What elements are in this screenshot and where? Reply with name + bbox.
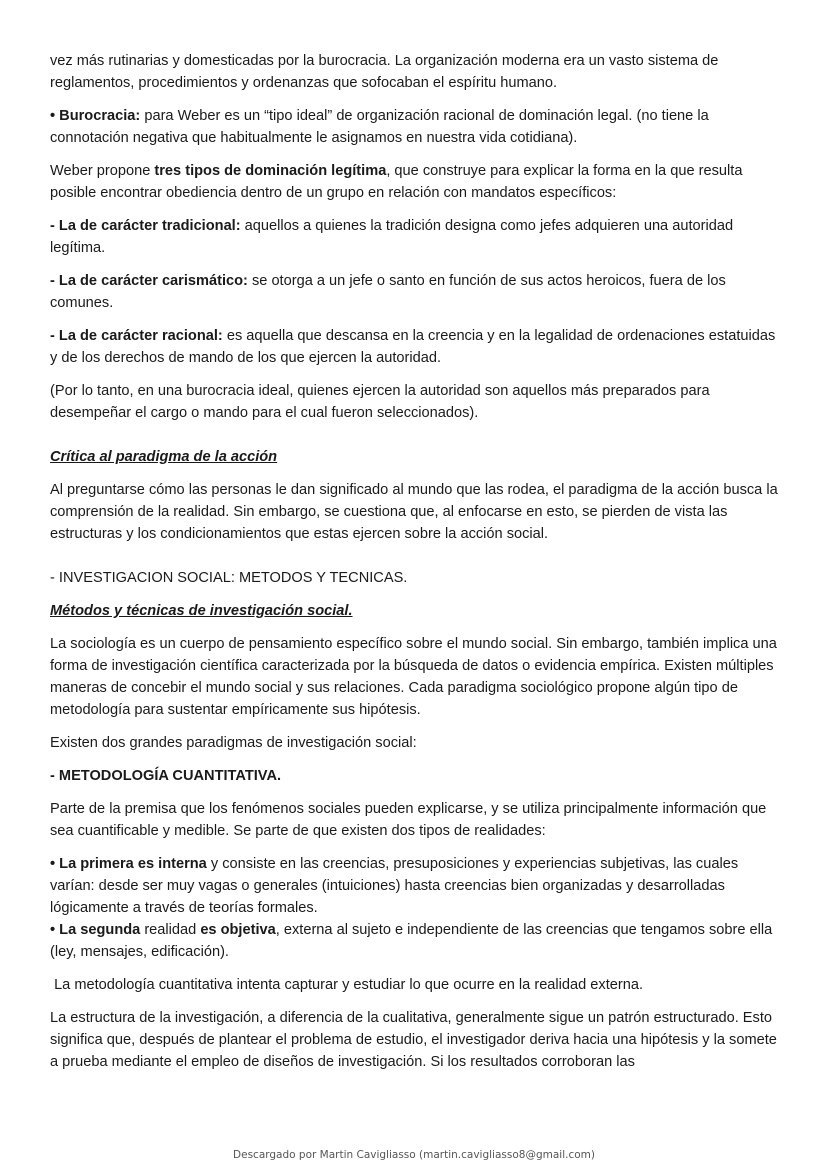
bullet: •	[50, 108, 60, 124]
term-racional: - La de carácter racional:	[50, 328, 223, 344]
bullet-objetiva: • La segunda realidad es objetiva, externa al sujeto e independiente de las creencias que tengamos sobre ella (ley, mensajes, edificación).	[50, 922, 773, 960]
heading-cuantitativa: - METODOLOGÍA CUANTITATIVA.	[50, 768, 282, 784]
paragraph-parentesis: (Por lo tanto, en una burocracia ideal, quienes ejercen la autoridad son aquellos más preparados para desempeñar el cargo o mando para el cual fueron seleccionados).	[50, 383, 710, 421]
term-tradicional: - La de carácter tradicional:	[50, 218, 241, 234]
bullet-interna: • La primera es interna y consiste en las creencias, presuposiciones y experiencias subjetivas, las cuales varían: desde ser muy vagas o generales (intuiciones) hasta creencias bien organizadas y desarrolladas lógicamente a través de teorías formales.	[50, 856, 739, 916]
term-tres-tipos: tres tipos de dominación legítima	[154, 163, 387, 179]
term-burocracia: Burocracia:	[59, 108, 141, 124]
paragraph-tradicional: - La de carácter tradicional: aquellos a quienes la tradición designa como jefes adquieren una autoridad legítima.	[50, 218, 734, 256]
paragraph-premisa: Parte de la premisa que los fenómenos sociales pueden explicarse, y se utiliza principalmente información que sea cuantificable y medible. Se parte de que existen dos tipos de realidades:	[50, 801, 767, 839]
paragraph-critica: Al preguntarse cómo las personas le dan significado al mundo que las rodea, el paradigma de la acción busca la comprensión de la realidad. Sin embargo, se cuestiona que, al enfocarse en esto, se pierden de vista las estructuras y los condicionamientos que estas ejercen sobre la acción social.	[50, 482, 778, 542]
term-segunda: La segunda	[59, 922, 141, 938]
section-title-investigacion: - INVESTIGACION SOCIAL: METODOS Y TECNICAS.	[50, 570, 408, 586]
paragraph-racional: - La de carácter racional: es aquella que descansa en la creencia y en la legalidad de ordenaciones estatuidas y de los derechos de mando de los que ejercen la autoridad.	[50, 328, 776, 366]
heading-critica: Crítica al paradigma de la acción	[50, 449, 278, 465]
term-carismatico: - La de carácter carismático:	[50, 273, 248, 289]
heading-metodos: Métodos y técnicas de investigación social.	[50, 603, 353, 619]
paragraph-estructura: La estructura de la investigación, a diferencia de la cualitativa, generalmente sigue un patrón estructurado. Esto significa que, después de plantear el problema de estudio, el investigador deriva hacia una hipótesis y la somete a prueba mediante el empleo de diseños de investigación. Si los resultados corroboran las	[50, 1010, 777, 1070]
paragraph-dos-paradigmas: Existen dos grandes paradigmas de investigación social:	[50, 735, 417, 751]
paragraph-carismatico: - La de carácter carismático: se otorga a un jefe o santo en función de sus actos heroicos, fuera de los comunes.	[50, 273, 726, 311]
term-interna: La primera es interna	[59, 856, 207, 872]
paragraph-weber: Weber propone tres tipos de dominación legítima, que construye para explicar la forma en la que resulta posible encontrar obediencia dentro de un grupo en relación con mandatos específicos:	[50, 163, 743, 201]
paragraph-intenta: La metodología cuantitativa intenta capturar y estudiar lo que ocurre en la realidad externa.	[50, 977, 644, 993]
document-page	[50, 50, 780, 1084]
term-objetiva: es objetiva	[200, 922, 276, 938]
paragraph-burocracia	[50, 105, 780, 149]
burocracia-text: para Weber es un “tipo ideal” de organización racional de dominación legal. (no tiene la connotación negativa que habitualmente le asignamos en nuestra vida cotidiana).	[50, 108, 709, 146]
paragraph-metodos: La sociología es un cuerpo de pensamiento específico sobre el mundo social. Sin embargo, también implica una forma de investigación científica caracterizada por la búsqueda de datos o evidencia empírica. Existen múltiples maneras de concebir el mundo social y sus relaciones. Cada paradigma sociológico propone algún tipo de metodología para sustentar empíricamente sus hipótesis.	[50, 636, 777, 718]
download-footer: Descargado por Martin Cavigliasso (martin.cavigliasso8@gmail.com)	[233, 1149, 595, 1161]
paragraph-intro: vez más rutinarias y domesticadas por la burocracia. La organización moderna era un vasto sistema de reglamentos, procedimientos y ordenanzas que sofocaban el espíritu humano.	[50, 53, 719, 91]
